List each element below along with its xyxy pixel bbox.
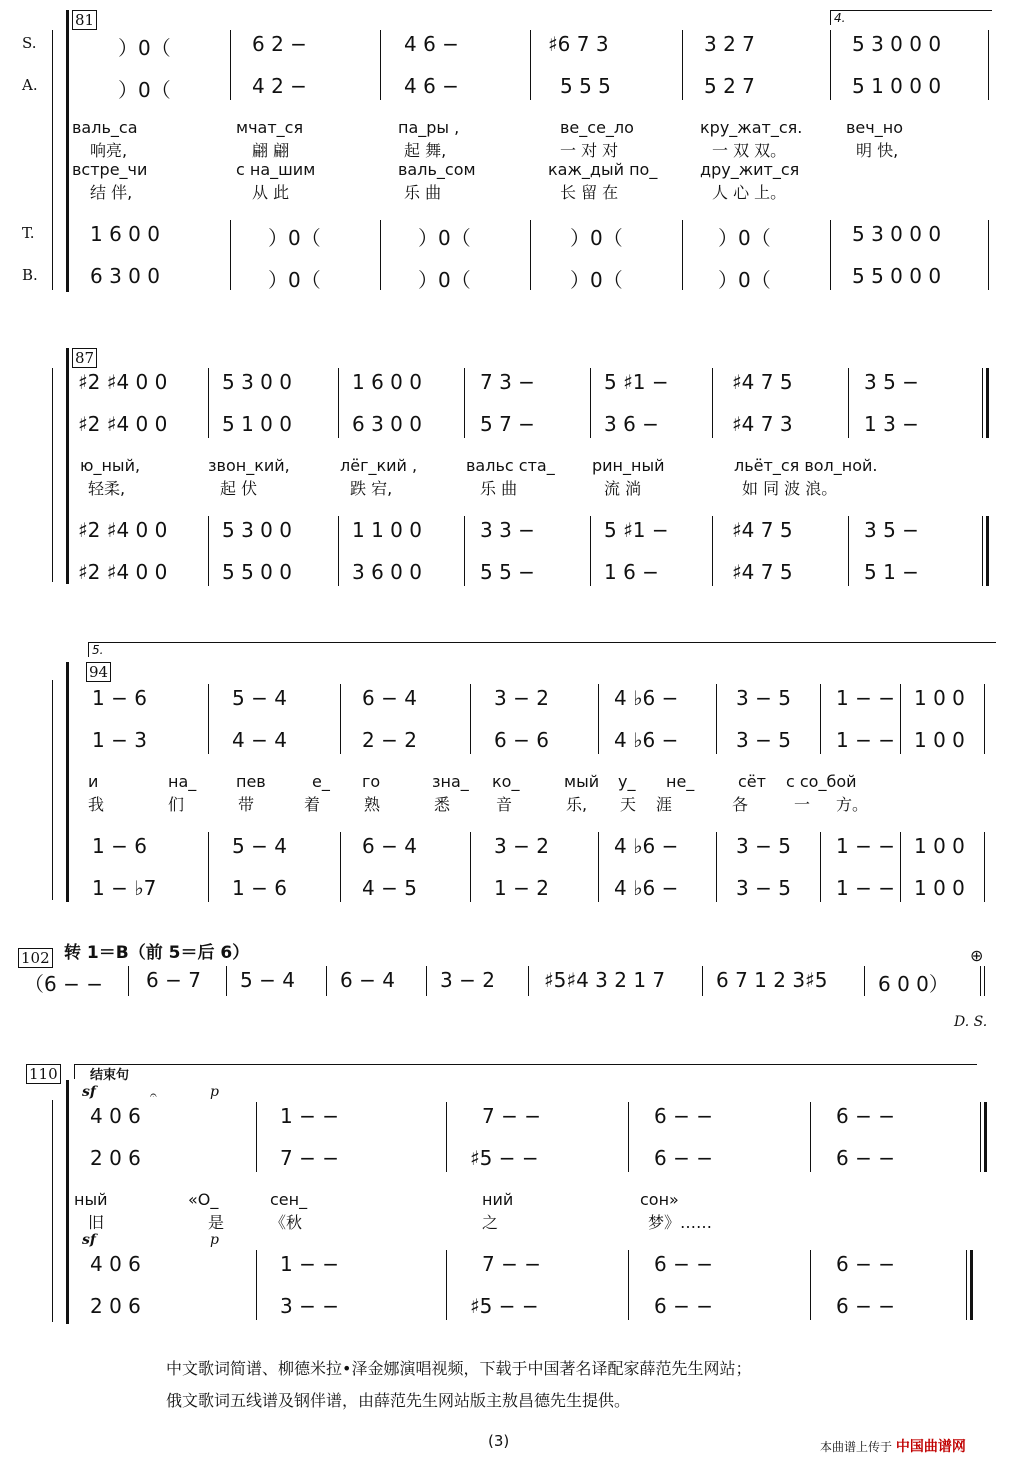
measure: 4 0 6 [90, 1104, 141, 1128]
upload-note-text: 本曲谱上传于 [820, 1440, 893, 1454]
barline [598, 684, 599, 754]
measure: 4 − 4 [232, 728, 287, 752]
measure: 1 − − [836, 876, 895, 900]
lyric-ru: ве_се_ло [560, 118, 634, 137]
measure: 2 − 2 [362, 728, 417, 752]
measure: 6 − 7 [146, 968, 201, 992]
measure: 5 3 0 0 0 [852, 32, 942, 56]
lyric-zh: 《秋 [270, 1213, 303, 1232]
measure: 1 − − [280, 1252, 339, 1276]
barline [984, 966, 985, 996]
measure: 3 − 5 [736, 728, 791, 752]
credit-line-1: 中文歌词简谱、柳德米拉•泽金娜演唱视频，下载于中国著名译配家薛范先生网站； [166, 1359, 752, 1378]
lyric-zh: 是 [208, 1213, 225, 1232]
measure: ）0（ [418, 226, 471, 250]
lyric-zh: 各 [732, 795, 749, 814]
measure: ）0（ [718, 268, 771, 292]
measure: （6 − − [24, 972, 103, 996]
barline [712, 516, 713, 586]
barline [230, 220, 231, 290]
lyric-ru: сёт [738, 772, 766, 791]
measure: 4 0 6 [90, 1252, 141, 1276]
lyric-ru: го [362, 772, 381, 791]
measure: 7 − − [280, 1146, 339, 1170]
measure: ♯5 − − [470, 1294, 539, 1318]
barline [682, 30, 683, 100]
measure-number: 102 [18, 948, 53, 968]
bass-part [0, 560, 1013, 588]
measure: 3 − − [280, 1294, 339, 1318]
lyric-zh: 们 [168, 795, 185, 814]
dynamic-sf: sf [82, 1232, 96, 1248]
barline [830, 30, 831, 100]
measure: 5 ♯1 − [604, 518, 669, 542]
measure: 5 − 4 [232, 686, 287, 710]
page-number: (3) [488, 1432, 510, 1450]
lyric-zh: 一 双 双。 [712, 141, 787, 160]
measure: 3 6 0 0 [352, 560, 422, 584]
section-label: 结束句 [90, 1068, 130, 1083]
lyric-ru: кру_жат_ся. [700, 118, 803, 137]
measure: 4 6 − [404, 32, 459, 56]
measure: 5 − 4 [240, 968, 295, 992]
measure: 1 − − [836, 686, 895, 710]
measure: 5 1 0 0 0 [852, 74, 942, 98]
measure: 6 − − [836, 1104, 895, 1128]
barline [256, 1250, 257, 1320]
lyric-ru: сон» [640, 1190, 679, 1209]
barline [598, 832, 599, 902]
tenor-part [0, 222, 1013, 250]
lyric-ru: мчат_ся [236, 118, 304, 137]
lyric-ru: рин_ный [592, 456, 665, 475]
final-barline-thick [970, 1250, 973, 1320]
site-logo[interactable]: 中国曲谱网 [895, 1439, 966, 1455]
lyric-ru: ний [482, 1190, 514, 1209]
lyric-ru: каж_дый по_ [548, 160, 658, 179]
dynamic-p: p [210, 1232, 219, 1248]
barline [830, 220, 831, 290]
measure: ）0（ [118, 36, 171, 60]
barline [980, 966, 981, 996]
fermata-icon: 𝄐 [150, 1088, 157, 1102]
lyric-zh: 起 舞, [404, 141, 447, 160]
measure: 7 3 − [480, 370, 535, 394]
dynamic-sf: sf [82, 1084, 96, 1100]
lyric-zh: 一 对 对 [560, 141, 619, 160]
lyric-ru: ный [74, 1190, 108, 1209]
tenor-part [0, 834, 1013, 862]
measure: ♯5♯4 3 2 1 7 [544, 968, 666, 992]
measure: 4 6 − [404, 74, 459, 98]
measure: 1 − − [280, 1104, 339, 1128]
measure: 3 6 − [604, 412, 659, 436]
barline [326, 966, 327, 996]
barline [590, 368, 591, 438]
barline [208, 368, 209, 438]
measure: ♯2 ♯4 0 0 [78, 560, 168, 584]
credit-line-2: 俄文歌词五线谱及钢伴谱，由薛范先生网站版主敖昌德先生提供。 [166, 1391, 631, 1410]
measure: 3 − 2 [494, 834, 549, 858]
bass-part [0, 264, 1013, 292]
barline [470, 832, 471, 902]
measure-number: 81 [72, 10, 97, 30]
measure: 1 − − [836, 728, 895, 752]
lyric-zh: 涯 [656, 795, 673, 814]
measure: 1 − 6 [232, 876, 287, 900]
barline [226, 966, 227, 996]
voice-label-soprano: S. [22, 34, 37, 52]
measure: ♯6 7 3 [548, 32, 609, 56]
lyric-zh: 我 [88, 795, 105, 814]
lyric-zh: 音 [496, 795, 513, 814]
barline [338, 516, 339, 586]
measure: 1 6 0 0 [352, 370, 422, 394]
measure: 3 5 − [864, 370, 919, 394]
measure: 1 3 − [864, 412, 919, 436]
measure: ）0（ [718, 226, 771, 250]
lyric-zh: 天 [620, 795, 637, 814]
measure: 3 3 − [480, 518, 535, 542]
barline [340, 684, 341, 754]
measure: 4 ♭6 − [614, 876, 679, 900]
barline [810, 1102, 811, 1172]
interlude-part [0, 968, 1013, 996]
final-barline [980, 1102, 981, 1172]
barline [128, 966, 129, 996]
measure: 1 − − [836, 834, 895, 858]
measure: 1 1 0 0 [352, 518, 422, 542]
soprano-part [0, 32, 1013, 60]
lyric-zh: 轻柔, [88, 479, 126, 498]
bass-part [0, 1294, 1013, 1322]
measure: 3 − 5 [736, 686, 791, 710]
lyric-zh: 乐 曲 [480, 479, 518, 498]
measure: 1 6 − [604, 560, 659, 584]
lyric-zh: 乐 曲 [404, 183, 442, 202]
barline [464, 516, 465, 586]
barline [716, 832, 717, 902]
measure: 5 3 0 0 0 [852, 222, 942, 246]
measure: 5 2 7 [704, 74, 755, 98]
repeat-barline [982, 368, 983, 438]
upload-note [820, 1436, 966, 1456]
lyric-ru: встре_чи [72, 160, 148, 179]
measure: 6 − 4 [340, 968, 395, 992]
measure: 3 2 7 [704, 32, 755, 56]
measure: ♯4 7 5 [732, 518, 793, 542]
lyric-ru: дру_жит_ся [700, 160, 800, 179]
measure: 5 − 4 [232, 834, 287, 858]
lyric-ru: и [88, 772, 99, 791]
measure: ）0（ [268, 268, 321, 292]
measure: 2 0 6 [90, 1294, 141, 1318]
lyric-ru: льёт_ся вол_ной. [734, 456, 878, 475]
lyric-ru: на_ [168, 772, 197, 791]
lyric-ru: с на_шим [236, 160, 316, 179]
barline [426, 966, 427, 996]
lyric-zh: 乐, [566, 795, 588, 814]
final-barline-thick [984, 1102, 987, 1172]
barline [988, 220, 989, 290]
measure: 6 − − [654, 1252, 713, 1276]
voice-label-bass: B. [22, 266, 38, 284]
dynamic-p: p [210, 1084, 219, 1100]
barline [810, 1250, 811, 1320]
barline [848, 368, 849, 438]
barline [380, 220, 381, 290]
coda-icon: ⊕ [970, 946, 984, 965]
barline [716, 684, 717, 754]
barline [712, 368, 713, 438]
measure: 5 3 0 0 [222, 518, 292, 542]
lyric-zh: 一 [794, 795, 811, 814]
volta-bracket: 5. [88, 642, 996, 657]
barline [446, 1250, 447, 1320]
barline [340, 832, 341, 902]
dal-segno: D. S. [954, 1014, 988, 1030]
barline [984, 832, 985, 902]
measure-number: 87 [72, 348, 97, 368]
barline [208, 516, 209, 586]
measure: ）0（ [418, 268, 471, 292]
barline [338, 368, 339, 438]
measure: 5 5 − [480, 560, 535, 584]
key-change: 转 1＝B（前 5＝后 6） [64, 943, 250, 963]
barline [900, 684, 901, 754]
lyric-zh: 旧 [88, 1213, 105, 1232]
lyric-ru: пев [236, 772, 266, 791]
barline [864, 966, 865, 996]
voice-label-tenor: T. [22, 224, 35, 242]
measure: 4 − 5 [362, 876, 417, 900]
lyric-ru: сен_ [270, 1190, 308, 1209]
lyric-ru: ко_ [492, 772, 520, 791]
barline [988, 30, 989, 100]
measure: 6 − 4 [362, 834, 417, 858]
measure: 6 − − [836, 1252, 895, 1276]
lyric-zh: 带 [238, 795, 255, 814]
measure: ）0（ [570, 226, 623, 250]
measure: 6 7 1 2 3♯5 [716, 968, 828, 992]
lyric-zh: 方。 [836, 795, 869, 814]
barline [530, 30, 531, 100]
lyric-zh: 着 [304, 795, 321, 814]
barline [848, 516, 849, 586]
measure: 1 0 0 [914, 834, 965, 858]
lyric-ru: вальс ста_ [466, 456, 555, 475]
measure: 5 5 0 0 0 [852, 264, 942, 288]
measure: 1 − 3 [92, 728, 147, 752]
barline [528, 966, 529, 996]
alto-part [0, 1146, 1013, 1174]
barline [628, 1250, 629, 1320]
lyric-ru: е_ [312, 772, 330, 791]
lyric-ru: звон_кий, [208, 456, 290, 475]
measure: 6 − − [654, 1146, 713, 1170]
lyric-zh: 熟 [364, 795, 381, 814]
lyric-ru: валь_сом [398, 160, 476, 179]
repeat-barline-thick [986, 368, 989, 438]
measure: ）0（ [118, 78, 171, 102]
lyric-ru: не_ [666, 772, 695, 791]
barline [208, 684, 209, 754]
lyric-ru: у_ [618, 772, 636, 791]
measure: 6 − − [654, 1104, 713, 1128]
alto-part [0, 728, 1013, 756]
lyric-zh: 流 淌 [604, 479, 642, 498]
lyric-zh: 人 心 上。 [712, 183, 787, 202]
measure: ♯2 ♯4 0 0 [78, 412, 168, 436]
lyric-ru: валь_са [72, 118, 138, 137]
repeat-barline [982, 516, 983, 586]
measure: 5 5 0 0 [222, 560, 292, 584]
measure: 6 − − [654, 1294, 713, 1318]
alto-part [0, 74, 1013, 102]
measure-number: 110 [26, 1064, 61, 1084]
lyric-zh: 翩 翩 [252, 141, 290, 160]
measure: 6 2 − [252, 32, 307, 56]
measure: ♯4 7 3 [732, 412, 793, 436]
lyric-zh: 跌 宕, [350, 479, 393, 498]
barline [464, 368, 465, 438]
lyric-zh: 梦》…… [648, 1213, 713, 1232]
measure: 7 − − [482, 1252, 541, 1276]
lyric-zh: 之 [482, 1213, 499, 1232]
ending-bracket [74, 1064, 977, 1079]
measure: 3 − 2 [494, 686, 549, 710]
lyric-ru: ю_ный, [80, 456, 141, 475]
measure: 2 0 6 [90, 1146, 141, 1170]
lyric-ru: лёг_кий , [340, 456, 418, 475]
soprano-part [0, 370, 1013, 398]
measure-number: 94 [86, 662, 111, 682]
measure: 6 0 0） [878, 972, 949, 996]
final-barline [966, 1250, 967, 1320]
measure: 5 3 0 0 [222, 370, 292, 394]
measure: 6 − − [836, 1146, 895, 1170]
measure: ♯2 ♯4 0 0 [78, 518, 168, 542]
measure: 6 3 0 0 [352, 412, 422, 436]
measure: 4 ♭6 − [614, 728, 679, 752]
measure: ♯5 − − [470, 1146, 539, 1170]
measure: ♯2 ♯4 0 0 [78, 370, 168, 394]
measure: 4 ♭6 − [614, 834, 679, 858]
lyric-ru: мый [564, 772, 600, 791]
lyric-ru: па_ры , [398, 118, 460, 137]
lyric-ru: «О_ [188, 1190, 219, 1209]
measure: 6 3 0 0 [90, 264, 160, 288]
lyric-zh: 响亮, [90, 141, 128, 160]
lyric-zh: 悉 [434, 795, 451, 814]
alto-part [0, 412, 1013, 440]
measure: ）0（ [570, 268, 623, 292]
soprano-part [0, 1104, 1013, 1132]
measure: 6 − 6 [494, 728, 549, 752]
lyric-zh: 长 留 在 [560, 183, 619, 202]
measure: ）0（ [268, 226, 321, 250]
measure: 1 − 6 [92, 686, 147, 710]
barline [590, 516, 591, 586]
lyric-ru: с со_бой [786, 772, 857, 791]
measure: ♯4 7 5 [732, 370, 793, 394]
barline [682, 220, 683, 290]
measure: 5 ♯1 − [604, 370, 669, 394]
barline [530, 220, 531, 290]
lyric-zh: 结 伴, [90, 183, 133, 202]
tenor-part [0, 1252, 1013, 1280]
system-brace [52, 368, 53, 582]
system-brace [52, 1100, 53, 1322]
voice-label-alto: A. [22, 76, 38, 94]
bass-part [0, 876, 1013, 904]
lyric-ru: зна_ [432, 772, 469, 791]
barline [702, 966, 703, 996]
barline [208, 832, 209, 902]
measure: 6 − − [836, 1294, 895, 1318]
barline [256, 1102, 257, 1172]
measure: 3 − 2 [440, 968, 495, 992]
tenor-part [0, 518, 1013, 546]
measure: 3 − 5 [736, 876, 791, 900]
lyric-zh: 如 同 波 浪。 [742, 479, 838, 498]
barline [820, 684, 821, 754]
volta-bracket: 4. [830, 10, 992, 25]
measure: 1 0 0 [914, 728, 965, 752]
barline [900, 832, 901, 902]
measure: 3 − 5 [736, 834, 791, 858]
measure: 1 6 0 0 [90, 222, 160, 246]
barline [984, 684, 985, 754]
barline [628, 1102, 629, 1172]
lyric-ru: веч_но [846, 118, 903, 137]
measure: 5 5 5 [560, 74, 611, 98]
soprano-part [0, 686, 1013, 714]
measure: 1 − 2 [494, 876, 549, 900]
lyric-zh: 从 此 [252, 183, 290, 202]
measure: 1 0 0 [914, 686, 965, 710]
barline [470, 684, 471, 754]
barline [820, 832, 821, 902]
lyric-zh: 明 快, [856, 141, 899, 160]
measure: 5 1 − [864, 560, 919, 584]
measure: 6 − 4 [362, 686, 417, 710]
measure: 3 5 − [864, 518, 919, 542]
measure: 1 − ♭7 [92, 876, 157, 900]
system-brace [52, 30, 53, 290]
barline [446, 1102, 447, 1172]
measure: 4 2 − [252, 74, 307, 98]
barline [380, 30, 381, 100]
measure: 1 0 0 [914, 876, 965, 900]
lyric-zh: 起 伏 [220, 479, 258, 498]
measure: 4 ♭6 − [614, 686, 679, 710]
measure: 5 7 − [480, 412, 535, 436]
measure: 5 1 0 0 [222, 412, 292, 436]
repeat-barline-thick [986, 516, 989, 586]
barline [230, 30, 231, 100]
measure: 1 − 6 [92, 834, 147, 858]
measure: 7 − − [482, 1104, 541, 1128]
measure: ♯4 7 5 [732, 560, 793, 584]
